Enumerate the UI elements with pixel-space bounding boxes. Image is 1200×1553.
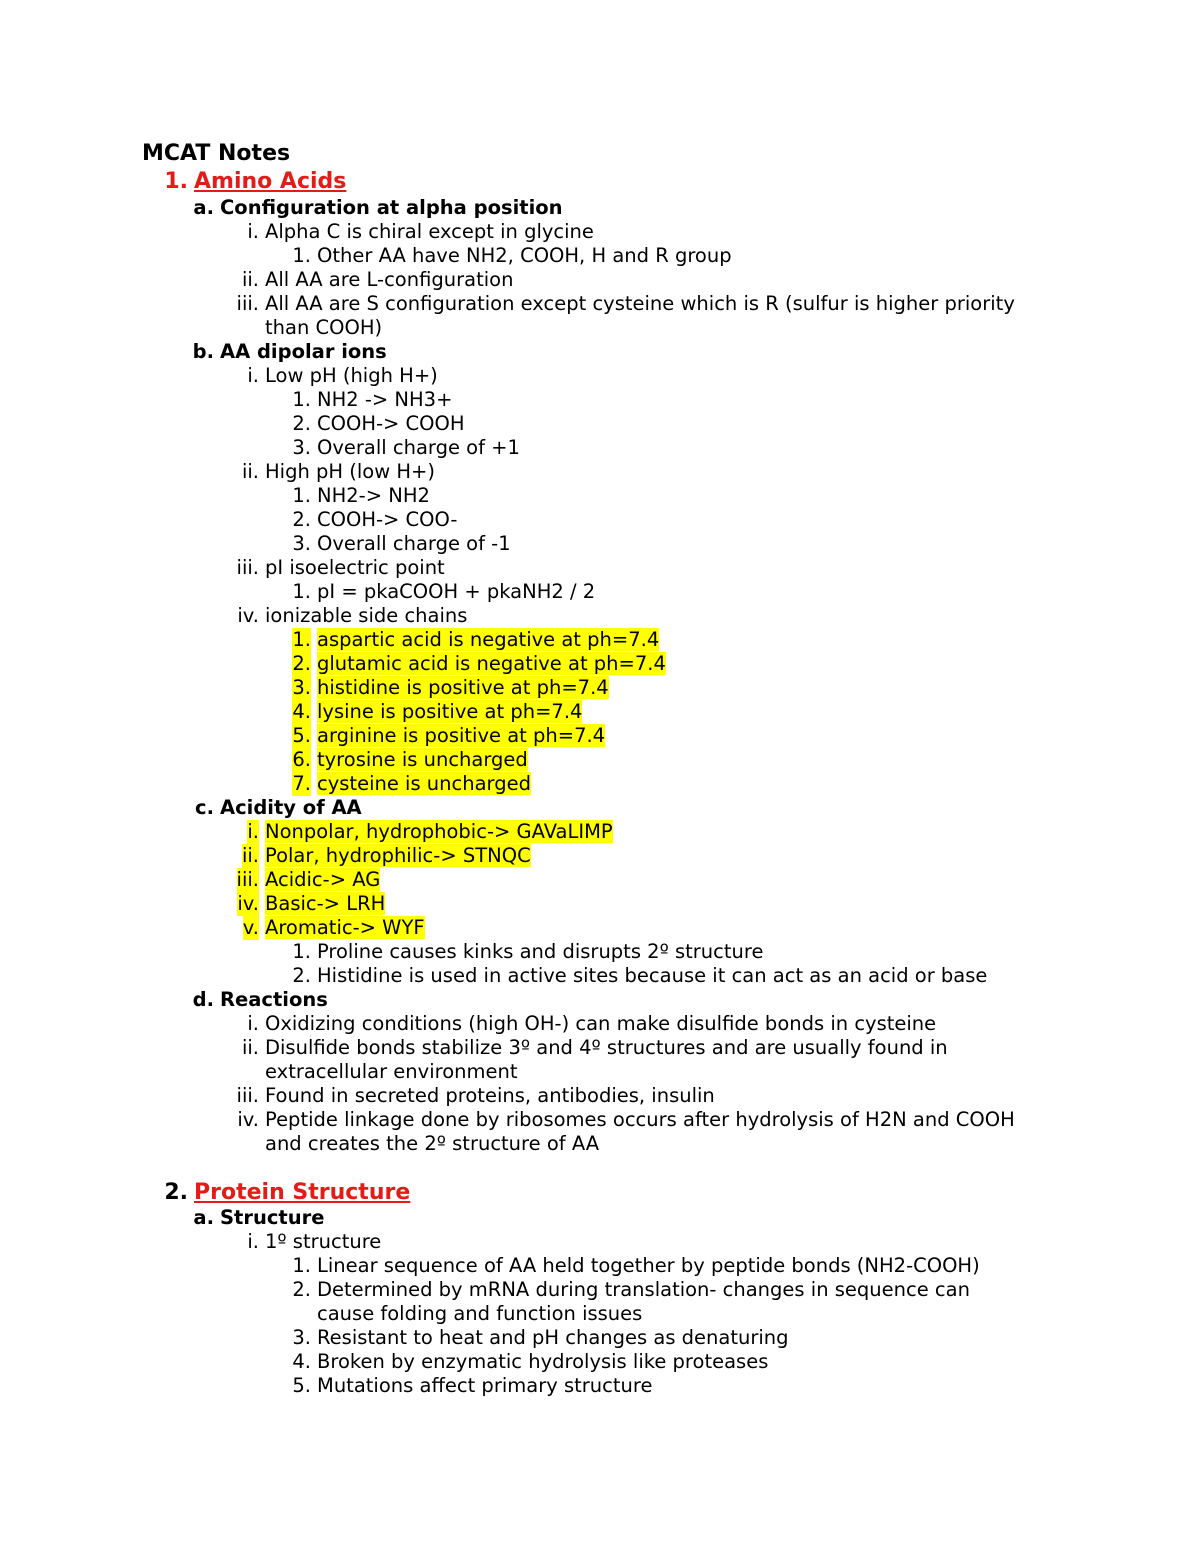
- list-item: [241, 1036, 948, 1060]
- list-marker: ii.: [241, 460, 259, 483]
- list-marker: i.: [247, 1012, 259, 1035]
- list-marker: 2.: [292, 412, 311, 435]
- list-text: Alpha C is chiral except in glycine: [265, 220, 594, 243]
- list-text: Proline causes kinks and disrupts 2º structure: [317, 940, 764, 963]
- list-marker: 1.: [292, 628, 311, 651]
- list-marker: iv.: [237, 892, 259, 915]
- section-number: 1.: [164, 169, 188, 194]
- list-text: Determined by mRNA during translation- changes in sequence can: [317, 1278, 970, 1301]
- list-item-highlighted: [236, 868, 381, 892]
- list-item: [292, 508, 458, 532]
- list-item-highlighted: [292, 748, 528, 772]
- list-item: [292, 1278, 970, 1302]
- section-title: Protein Structure: [194, 1180, 411, 1205]
- list-item: [236, 556, 445, 580]
- list-marker: 1.: [292, 484, 311, 507]
- list-text: COOH-> COOH: [317, 412, 465, 435]
- list-item: [292, 1254, 980, 1278]
- list-text: pI isoelectric point: [265, 556, 445, 579]
- list-marker: b.: [192, 340, 214, 363]
- list-text: Histidine is used in active sites because it can act as an acid or base: [317, 964, 988, 987]
- list-item: [292, 388, 453, 412]
- list-text: tyrosine is uncharged: [317, 748, 528, 771]
- subsection-title: Structure: [220, 1206, 325, 1229]
- list-marker: 5.: [292, 1374, 311, 1397]
- list-item: [247, 1230, 382, 1254]
- list-text: COOH-> COO-: [317, 508, 458, 531]
- list-text: pI = pkaCOOH + pkaNH2 / 2: [317, 580, 596, 603]
- list-text: Resistant to heat and pH changes as denaturing: [317, 1326, 789, 1349]
- list-text: than COOH): [265, 316, 383, 339]
- list-item: [292, 580, 596, 604]
- list-text: Overall charge of -1: [317, 532, 511, 555]
- list-text: arginine is positive at ph=7.4: [317, 724, 606, 747]
- list-marker: ii.: [241, 844, 259, 867]
- list-marker: c.: [195, 796, 214, 819]
- list-marker: iii.: [236, 868, 259, 891]
- list-marker: a.: [193, 1206, 214, 1229]
- list-text: cysteine is uncharged: [317, 772, 531, 795]
- list-marker: 7.: [292, 772, 311, 795]
- list-marker: 5.: [292, 724, 311, 747]
- list-text: and creates the 2º structure of AA: [265, 1132, 600, 1155]
- list-item: [247, 1012, 937, 1036]
- list-item-highlighted: [292, 652, 666, 676]
- list-item: [292, 1350, 769, 1374]
- list-marker: i.: [247, 220, 259, 243]
- list-marker: 3.: [292, 532, 311, 555]
- list-text: All AA are L-configuration: [265, 268, 514, 291]
- list-marker: ii.: [241, 268, 259, 291]
- list-marker: 6.: [292, 748, 311, 771]
- list-item: [247, 364, 438, 388]
- list-marker: 1.: [292, 388, 311, 411]
- list-text: All AA are S configuration except cysteine which is R (sulfur is higher priority: [265, 292, 1015, 315]
- list-marker: 1.: [292, 244, 311, 267]
- list-item: [292, 1326, 789, 1350]
- list-marker: 4.: [292, 1350, 311, 1373]
- list-marker: 1.: [292, 580, 311, 603]
- list-text: aspartic acid is negative at ph=7.4: [317, 628, 660, 651]
- list-item-highlighted: [292, 724, 606, 748]
- list-item-highlighted: [292, 772, 531, 796]
- list-item-highlighted: [247, 820, 613, 844]
- list-marker: 1.: [292, 940, 311, 963]
- list-marker: 3.: [292, 676, 311, 699]
- list-text: Polar, hydrophilic-> STNQC: [265, 844, 531, 867]
- list-marker: iii.: [236, 556, 259, 579]
- list-text: Broken by enzymatic hydrolysis like proteases: [317, 1350, 769, 1373]
- section-title: Amino Acids: [194, 169, 347, 194]
- list-item: [247, 220, 594, 244]
- subsection-heading: [193, 1206, 325, 1230]
- list-marker: i.: [247, 820, 259, 843]
- list-text: Acidic-> AG: [265, 868, 381, 891]
- section-heading: [164, 1180, 411, 1205]
- page-title: MCAT Notes: [142, 141, 291, 166]
- list-item: [292, 436, 520, 460]
- list-marker: d.: [192, 988, 214, 1011]
- list-item: [292, 412, 465, 436]
- list-text: NH2 -> NH3+: [317, 388, 453, 411]
- list-marker: ii.: [241, 1036, 259, 1059]
- list-text: Other AA have NH2, COOH, H and R group: [317, 244, 732, 267]
- list-marker: 2.: [292, 652, 311, 675]
- subsection-heading: [192, 988, 328, 1012]
- list-item-continuation: [265, 316, 382, 340]
- list-text: extracellular environment: [265, 1060, 518, 1083]
- list-text: NH2-> NH2: [317, 484, 430, 507]
- list-item: [237, 604, 468, 628]
- list-text: ionizable side chains: [265, 604, 468, 627]
- subsection-title: Configuration at alpha position: [220, 196, 563, 219]
- list-text: Oxidizing conditions (high OH-) can make disulfide bonds in cysteine: [265, 1012, 937, 1035]
- list-text: glutamic acid is negative at ph=7.4: [317, 652, 666, 675]
- list-marker: 1.: [292, 1254, 311, 1277]
- list-item: [292, 964, 988, 988]
- list-marker: 2.: [292, 1278, 311, 1301]
- subsection-heading: [192, 340, 387, 364]
- list-marker: 3.: [292, 436, 311, 459]
- list-item: [292, 484, 430, 508]
- list-marker: v.: [242, 916, 259, 939]
- list-item-highlighted: [292, 700, 583, 724]
- list-text: Found in secreted proteins, antibodies, insulin: [265, 1084, 715, 1107]
- list-item-highlighted: [241, 844, 531, 868]
- list-item: [292, 940, 764, 964]
- list-marker: i.: [247, 364, 259, 387]
- list-marker: a.: [193, 196, 214, 219]
- subsection-heading: [193, 196, 563, 220]
- section-heading: [164, 169, 347, 194]
- list-text: histidine is positive at ph=7.4: [317, 676, 609, 699]
- list-marker: i.: [247, 1230, 259, 1253]
- list-marker: 4.: [292, 700, 311, 723]
- list-item-continuation: [265, 1132, 599, 1156]
- list-text: Disulfide bonds stabilize 3º and 4º structures and are usually found in: [265, 1036, 948, 1059]
- list-text: cause folding and function issues: [317, 1302, 643, 1325]
- list-marker: 3.: [292, 1326, 311, 1349]
- list-item-continuation: [317, 1302, 642, 1326]
- list-marker: iii.: [236, 292, 259, 315]
- list-item-highlighted: [237, 892, 386, 916]
- list-marker: iii.: [236, 1084, 259, 1107]
- list-marker: 2.: [292, 964, 311, 987]
- list-item: [237, 1108, 1015, 1132]
- list-text: Nonpolar, hydrophobic-> GAVaLIMP: [265, 820, 613, 843]
- list-text: Mutations affect primary structure: [317, 1374, 653, 1397]
- list-text: Basic-> LRH: [265, 892, 386, 915]
- list-item-continuation: [265, 1060, 518, 1084]
- list-item-highlighted: [292, 628, 660, 652]
- list-marker: iv.: [237, 1108, 259, 1131]
- list-text: lysine is positive at ph=7.4: [317, 700, 583, 723]
- list-text: High pH (low H+): [265, 460, 435, 483]
- list-marker: 2.: [292, 508, 311, 531]
- list-text: Overall charge of +1: [317, 436, 520, 459]
- list-item: [241, 460, 435, 484]
- list-item: [292, 532, 511, 556]
- list-text: Aromatic-> WYF: [265, 916, 425, 939]
- subsection-title: Reactions: [220, 988, 328, 1011]
- list-text: 1º structure: [265, 1230, 382, 1253]
- list-text: Low pH (high H+): [265, 364, 438, 387]
- list-item-highlighted: [242, 916, 425, 940]
- list-item: [236, 292, 1015, 316]
- list-item: [292, 244, 732, 268]
- list-marker: iv.: [237, 604, 259, 627]
- list-item: [236, 1084, 715, 1108]
- section-number: 2.: [164, 1180, 188, 1205]
- subsection-title: AA dipolar ions: [220, 340, 387, 363]
- list-text: Linear sequence of AA held together by peptide bonds (NH2-COOH): [317, 1254, 980, 1277]
- list-item: [241, 268, 514, 292]
- subsection-heading: [195, 796, 362, 820]
- list-item-highlighted: [292, 676, 609, 700]
- subsection-title: Acidity of AA: [220, 796, 362, 819]
- list-text: Peptide linkage done by ribosomes occurs after hydrolysis of H2N and COOH: [265, 1108, 1015, 1131]
- list-item: [292, 1374, 653, 1398]
